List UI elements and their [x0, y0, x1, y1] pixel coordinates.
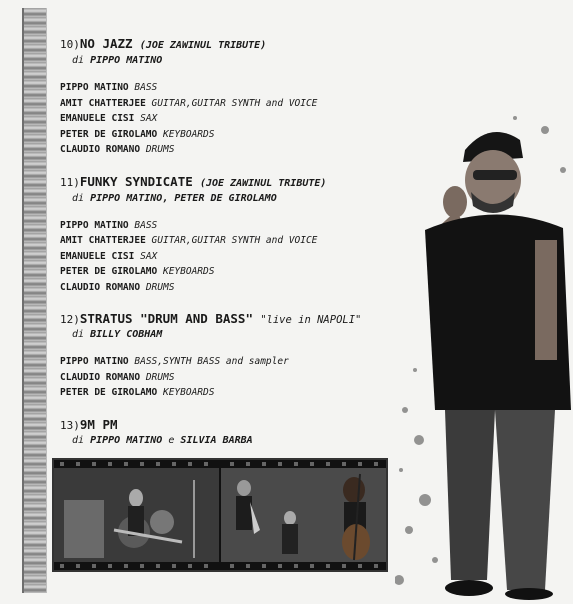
musician-name: CLAUDIO ROMANO — [60, 281, 141, 293]
track-title-quoted: "DRUM AND BASS" — [140, 311, 253, 326]
track-10 — [60, 36, 410, 158]
lineup-row — [60, 370, 410, 386]
track-subtitle: (JOE ZAWINUL TRIBUTE) — [139, 40, 267, 51]
musician-name: PETER DE GIROLAMO — [60, 266, 158, 277]
track-subtitle: "live in NAPOLI" — [260, 314, 362, 326]
musician-role: KEYBOARDS — [162, 387, 215, 398]
musician-role: KEYBOARDS — [162, 128, 215, 140]
musician-role: BASS,SYNTH BASS and sampler — [134, 356, 289, 367]
track-number: 10) — [60, 38, 80, 51]
track-title-line — [60, 174, 410, 192]
composer-prefix: di — [72, 329, 85, 340]
track-title: FUNKY SYNDICATE — [79, 173, 193, 189]
track-title-line — [60, 36, 410, 54]
band-photo — [52, 458, 388, 572]
lineup-row — [60, 111, 410, 127]
musician-role: SAX — [140, 250, 158, 262]
lineup-row — [60, 354, 410, 370]
lineup-row — [60, 80, 410, 96]
artist-portrait — [395, 110, 573, 600]
band-photo-image — [54, 460, 386, 570]
lineup-row — [60, 218, 410, 234]
track-title: 9M PM — [79, 416, 118, 432]
musician-role: DRUMS — [145, 281, 175, 293]
musician-name: PIPPO MATINO — [60, 356, 129, 367]
track-11 — [60, 174, 410, 296]
composer-join: e — [168, 434, 175, 446]
binding-spine — [22, 8, 47, 593]
track-number: 13) — [60, 418, 80, 432]
lineup-row — [60, 264, 410, 280]
musician-name: AMIT CHATTERJEE — [60, 97, 146, 109]
track-title-line — [60, 417, 410, 434]
track-subtitle: (JOE ZAWINUL TRIBUTE) — [200, 177, 327, 189]
track-composer — [72, 328, 410, 342]
musician-name: PETER DE GIROLAMO — [60, 387, 158, 398]
track-composer — [72, 434, 410, 448]
musician-role: DRUMS — [145, 144, 175, 155]
composer-prefix: di — [72, 434, 85, 446]
track-listing — [60, 36, 410, 491]
lineup-row — [60, 127, 410, 143]
musician-name: PIPPO MATINO — [60, 82, 129, 93]
musician-role: SAX — [140, 113, 158, 124]
composer-name: PIPPO MATINO — [90, 55, 163, 66]
composer-name: SILVIA BARBA — [180, 434, 253, 446]
musician-name: AMIT CHATTERJEE — [60, 235, 146, 246]
musician-name: PIPPO MATINO — [60, 219, 129, 231]
lineup-row — [60, 385, 410, 401]
track-number: 12) — [60, 313, 80, 326]
lineup-row — [60, 96, 410, 112]
composer-name: PIPPO MATINO — [90, 434, 163, 446]
musician-role: BASS — [134, 82, 158, 93]
lineup-row — [60, 280, 410, 296]
musician-role: KEYBOARDS — [162, 266, 215, 277]
composer-name: BILLY COBHAM — [90, 329, 163, 340]
musician-role: BASS — [134, 219, 158, 231]
track-composer — [72, 192, 410, 206]
lineup-row — [60, 142, 410, 158]
track-title-line — [60, 311, 410, 328]
musician-name: CLAUDIO ROMANO — [60, 144, 141, 155]
musician-name: EMANUELE CISI — [60, 113, 135, 124]
composer-prefix: di — [72, 55, 85, 66]
track-title: NO JAZZ — [79, 36, 133, 51]
musician-role: DRUMS — [145, 371, 175, 383]
musician-role: GUITAR,GUITAR SYNTH and VOICE — [151, 97, 318, 109]
track-12 — [60, 311, 410, 401]
musician-name: EMANUELE CISI — [60, 250, 135, 262]
musician-name: PETER DE GIROLAMO — [60, 128, 158, 140]
track-composer — [72, 54, 410, 68]
track-title: STRATUS — [79, 311, 141, 326]
lineup-row — [60, 249, 410, 265]
artist-portrait-image — [395, 110, 573, 600]
musician-role: GUITAR,GUITAR SYNTH and VOICE — [151, 235, 318, 246]
lineup-row — [60, 233, 410, 249]
composer-prefix: di — [72, 192, 85, 204]
track-number: 11) — [60, 175, 80, 189]
musician-name: CLAUDIO ROMANO — [60, 371, 141, 383]
composer-name: PIPPO MATINO, PETER DE GIROLAMO — [90, 192, 277, 204]
